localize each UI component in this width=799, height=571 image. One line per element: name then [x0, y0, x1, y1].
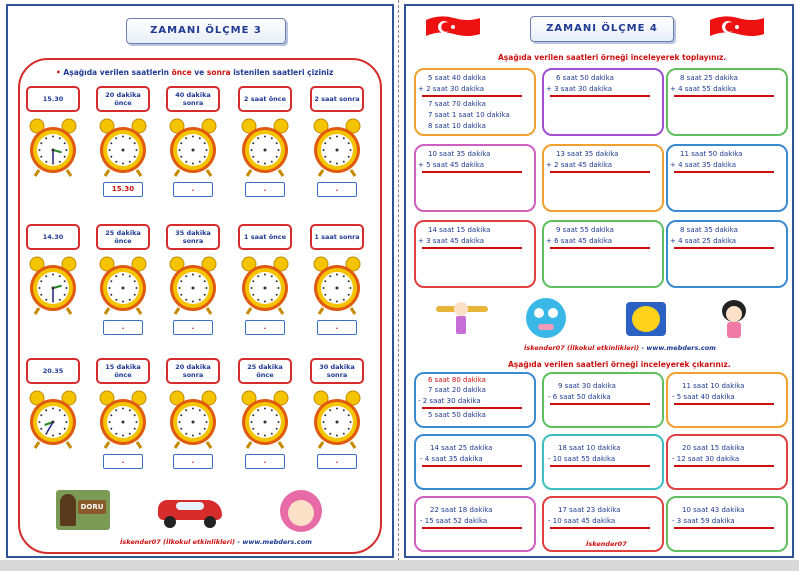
page-divider [398, 0, 401, 571]
time-task-label: 15 dakika önce [96, 358, 150, 384]
time-task-label: 25 dakika önce [238, 358, 292, 384]
alarm-clock-icon [27, 254, 79, 316]
addition-card[interactable] [542, 68, 664, 136]
work-step: 7 saat 70 dakika [428, 100, 486, 108]
alarm-clock-icon [239, 388, 291, 450]
addend-1: 6 saat 50 dakika [556, 74, 614, 82]
credit-line-2 [586, 540, 627, 548]
work-step: 7 saat 1 saat 10 dakika [428, 111, 510, 119]
addend-2: + 2 saat 45 dakika [546, 161, 613, 169]
credit-name: İskender07 (İlkokul etkinlikleri) [120, 538, 236, 546]
addend-1: 13 saat 35 dakika [556, 150, 619, 158]
difference-line [550, 465, 650, 467]
chicken-picture [626, 302, 666, 336]
doll-face [726, 306, 742, 322]
subtraction-card[interactable] [666, 434, 788, 490]
difference-line [550, 527, 650, 529]
answer-box[interactable]: . [103, 454, 143, 469]
alarm-clock-icon [167, 116, 219, 178]
alarm-clock-icon [239, 254, 291, 316]
answer-box[interactable]: . [245, 320, 285, 335]
minuend: 20 saat 15 dakika [682, 444, 745, 452]
sum-line [550, 95, 650, 97]
difference-line [674, 465, 774, 467]
answer-box[interactable]: . [103, 320, 143, 335]
instruction-sub: Aşağıda verilen saatleri örneği inceleyerek çıkarınız. [508, 360, 731, 369]
time-task-label: 40 dakika sonra [166, 86, 220, 112]
answer-box[interactable]: . [317, 182, 357, 197]
subtrahend: - 4 saat 35 dakika [420, 455, 483, 463]
addition-card[interactable] [666, 68, 788, 136]
addend-1: 5 saat 40 dakika [428, 74, 486, 82]
alarm-clock-icon [97, 388, 149, 450]
car-wheel-back [204, 516, 216, 528]
horse-figure [60, 494, 76, 526]
minuend: 10 saat 43 dakika [682, 506, 745, 514]
addend-1: 8 saat 35 dakika [680, 226, 738, 234]
subtraction-card[interactable] [414, 372, 536, 428]
credit-site: - www.mebders.com [235, 538, 312, 546]
worksheet-title: ZAMANI ÖLÇME 3 [126, 18, 286, 44]
worksheet-title: ZAMANI ÖLÇME 4 [530, 16, 674, 42]
alarm-clock-icon [27, 388, 79, 450]
minuend: 18 saat 10 dakika [558, 444, 621, 452]
minuend: 22 saat 18 dakika [430, 506, 493, 514]
sum-line [422, 95, 522, 97]
instruction-once: önce [171, 68, 192, 77]
addend-2: + 4 saat 35 dakika [670, 161, 737, 169]
given-time-label: 14.30 [26, 224, 80, 250]
addend-1: 9 saat 55 dakika [556, 226, 614, 234]
horse-picture [56, 490, 110, 530]
worksheet-zamani-olcme-4 [404, 4, 794, 558]
eye-right [548, 308, 558, 318]
difference-line [674, 403, 774, 405]
answer-box[interactable]: 15.30 [103, 182, 143, 197]
difference: 5 saat 50 dakika [428, 411, 486, 419]
alarm-clock-icon [239, 116, 291, 178]
alarm-clock-icon [27, 116, 79, 178]
turkish-flag-icon [708, 14, 766, 40]
time-task-label: 20 dakika sonra [166, 358, 220, 384]
subtraction-card[interactable] [542, 434, 664, 490]
credit-name-2: İskender07 [586, 540, 627, 548]
answer-box[interactable]: . [173, 182, 213, 197]
time-task-label: 25 dakika önce [96, 224, 150, 250]
sum-line [674, 95, 774, 97]
girl-picture [278, 490, 324, 532]
answer-box[interactable]: . [317, 320, 357, 335]
chicken-head [632, 306, 660, 332]
time-task-label: 2 saat önce [238, 86, 292, 112]
addition-card[interactable] [666, 144, 788, 212]
eye-left [534, 308, 544, 318]
turkish-flag-icon [424, 14, 482, 40]
answer-box[interactable]: . [173, 454, 213, 469]
addend-1: 10 saat 35 dakika [428, 150, 491, 158]
car-eyes [176, 502, 204, 510]
answer-box[interactable]: . [245, 182, 285, 197]
character-body [456, 316, 466, 334]
answer-box[interactable]: . [173, 320, 213, 335]
addition-card[interactable] [414, 220, 536, 288]
addend-2: + 3 saat 30 dakika [546, 85, 613, 93]
sum-line [422, 247, 522, 249]
bottom-strip [0, 560, 799, 571]
given-time-label: 20.35 [26, 358, 80, 384]
answer-box[interactable]: . [245, 454, 285, 469]
subtrahend: - 6 saat 50 dakika [548, 393, 611, 401]
difference-line [674, 527, 774, 529]
time-task-label: 2 saat sonra [310, 86, 364, 112]
addition-card[interactable] [414, 68, 536, 136]
subtrahend: - 3 saat 59 dakika [672, 517, 735, 525]
addend-2: + 6 saat 45 dakika [546, 237, 613, 245]
given-time-label: 15.30 [26, 86, 80, 112]
credit-name: İskender07 (İlkokul etkinlikleri) [524, 344, 640, 352]
alarm-clock-icon [167, 254, 219, 316]
subtrahend: - 12 saat 30 dakika [672, 455, 740, 463]
sum-line [674, 247, 774, 249]
sum-line [550, 171, 650, 173]
instruction-and: ve [191, 68, 207, 77]
addend-1: 11 saat 50 dakika [680, 150, 743, 158]
sign-text: DORU [78, 500, 106, 514]
minuend: 11 saat 10 dakika [682, 382, 745, 390]
instruction-part2: istenilen saatleri çiziniz [230, 68, 334, 77]
addend-2: + 4 saat 55 dakika [670, 85, 737, 93]
difference-line [422, 465, 522, 467]
addend-2: + 4 saat 25 dakika [670, 237, 737, 245]
minuend: 7 saat 20 dakika [428, 386, 486, 394]
addend-2: + 3 saat 45 dakika [418, 237, 485, 245]
time-task-label: 1 saat önce [238, 224, 292, 250]
gumball-picture [526, 298, 566, 338]
sum-line [550, 247, 650, 249]
girl-face [288, 500, 314, 526]
subtrahend: - 15 saat 52 dakika [420, 517, 488, 525]
alarm-clock-icon [167, 388, 219, 450]
addition-card[interactable] [542, 220, 664, 288]
borrowed-value: 6 saat 80 dakika [428, 376, 486, 384]
minuend: 17 saat 23 dakika [558, 506, 621, 514]
answer-box[interactable]: . [317, 454, 357, 469]
alarm-clock-icon [97, 116, 149, 178]
instruction-bullet: • [56, 68, 61, 77]
subtrahend: - 10 saat 55 dakika [548, 455, 616, 463]
time-task-label: 35 dakika sonra [166, 224, 220, 250]
subtraction-card[interactable] [542, 372, 664, 428]
subtrahend: - 2 saat 30 dakika [418, 397, 481, 405]
girl-character-picture [432, 300, 492, 336]
addend-1: 8 saat 25 dakika [680, 74, 738, 82]
time-task-label: 20 dakika önce [96, 86, 150, 112]
instruction-sonra: sonra [206, 68, 231, 77]
difference-line [422, 527, 522, 529]
doll-picture [718, 300, 750, 340]
subtrahend: - 5 saat 40 dakika [672, 393, 735, 401]
addition-card[interactable] [542, 144, 664, 212]
car-picture [158, 490, 222, 528]
time-task-label: 30 dakika sonra [310, 358, 364, 384]
subtraction-card[interactable] [414, 434, 536, 490]
work-step: 8 saat 10 dakika [428, 122, 486, 130]
alarm-clock-icon [311, 388, 363, 450]
alarm-clock-icon [311, 254, 363, 316]
sum-line [422, 171, 522, 173]
car-wheel-front [164, 516, 176, 528]
addend-2: + 2 saat 30 dakika [418, 85, 485, 93]
worksheet-zamani-olcme-3 [6, 4, 394, 558]
addend-2: + 5 saat 45 dakika [418, 161, 485, 169]
addend-1: 14 saat 15 dakika [428, 226, 491, 234]
credit-site: - www.mebders.com [639, 344, 716, 352]
addition-card[interactable] [414, 144, 536, 212]
instruction-add: Aşağıda verilen saatleri örneği inceleyerek toplayınız. [498, 53, 727, 62]
alarm-clock-icon [311, 116, 363, 178]
mouth [538, 324, 554, 330]
minuend: 14 saat 25 dakika [430, 444, 493, 452]
credit-line [120, 538, 312, 546]
sum-line [674, 171, 774, 173]
subtraction-card[interactable] [414, 496, 536, 552]
time-task-label: 1 saat sonra [310, 224, 364, 250]
subtrahend: - 10 saat 45 dakika [548, 517, 616, 525]
difference-line [550, 403, 650, 405]
credit-line [524, 344, 716, 352]
subtraction-card[interactable] [666, 372, 788, 428]
addition-card[interactable] [666, 220, 788, 288]
doll-dress [727, 322, 741, 338]
alarm-clock-icon [97, 254, 149, 316]
subtraction-card[interactable] [666, 496, 788, 552]
minuend: 9 saat 30 dakika [558, 382, 616, 390]
difference-line [422, 407, 522, 409]
character-head [454, 302, 468, 316]
instruction-part1: Aşağıda verilen saatlerin [63, 68, 172, 77]
